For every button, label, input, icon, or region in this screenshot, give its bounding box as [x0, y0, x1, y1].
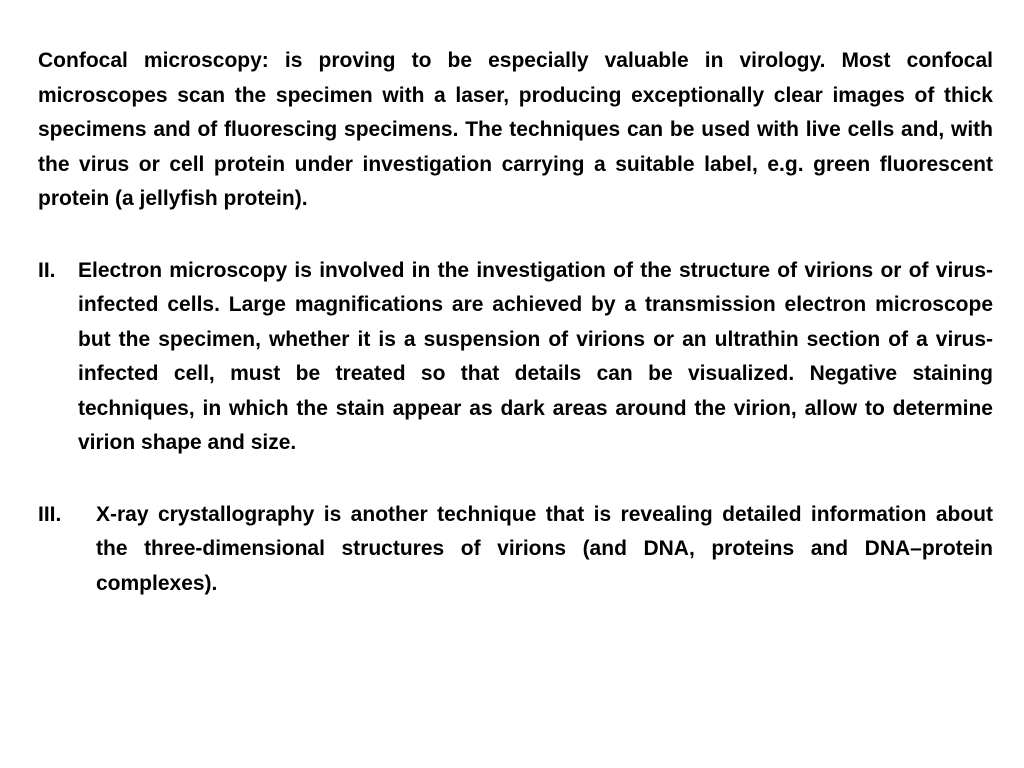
list-marker: III. [38, 502, 62, 526]
list-item-text: X-ray crystallography is another technique that is revealing detailed information about the three-dimensional structures of virions (and DNA, proteins and DNA–protein complexes). [96, 502, 993, 595]
list-item-text: Electron microscopy is involved in the investigation of the structure of virions or of virus-infected cells. Large magnifications are achieved by a transmission electron microscope but the specimen, whether it is a suspension of virions or an ultrathin section of a virus-infected cell, must be treated so that details can be visualized. Negative staining techniques, in which the stain appear as dark areas around the virion, allow to determine virion shape and size. [78, 258, 993, 454]
list-marker: II. [38, 258, 56, 282]
list-item-electron-microscopy [38, 254, 993, 461]
intro-paragraph: Confocal microscopy: is proving to be especially valuable in virology. Most confocal microscopes scan the specimen with a laser, producing exceptionally clear images of thick specimens and of fluorescing specimens. The techniques can be used with live cells and, with the virus or cell protein under investigation carrying a suitable label, e.g. green fluorescent protein (a jellyfish protein). [38, 49, 993, 210]
list-item-xray-crystallography [38, 498, 993, 602]
